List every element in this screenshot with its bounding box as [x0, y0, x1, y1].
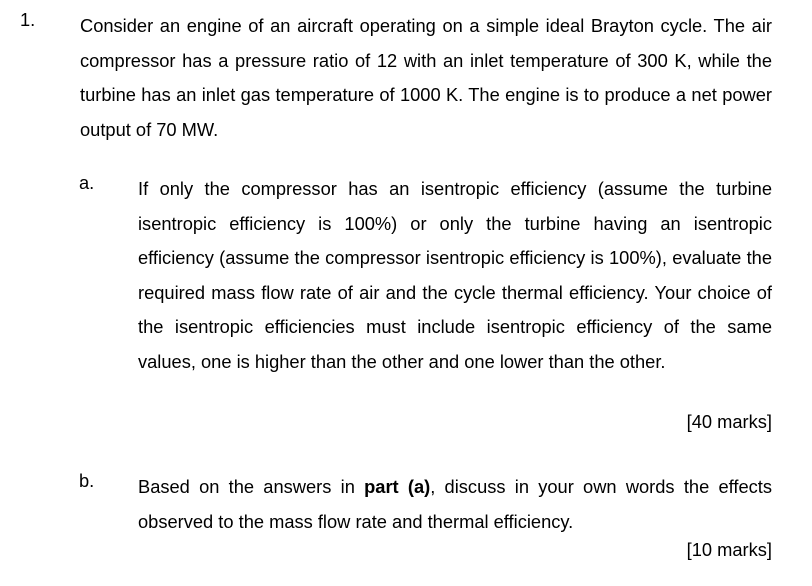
part-b-text-before: Based on the answers in	[138, 476, 365, 497]
question-number: 1.	[20, 9, 36, 30]
part-b-text-bold: part (a)	[364, 476, 431, 497]
part-a-text: If only the compressor has an isentropic efficiency (assume the turbine isentropic efficiency is 100%) or only the turbine having an isentropic efficiency (assume the compressor isentropic efficiency is 100%), evaluate the required mass flow rate of air and the cycle thermal efficiency. Your choice of the isentropic efficiencies must include isentropic efficiency of the same values, one is higher than the other and one lower than the other.	[138, 178, 772, 372]
part-a-marks: [40 marks]	[686, 411, 772, 432]
part-b-text	[138, 470, 772, 539]
part-b-label: b.	[79, 470, 95, 491]
part-b-text-after: , discuss in your own words the effects observed to the mass flow rate and thermal efficiency.	[138, 476, 772, 532]
part-a-label: a.	[79, 172, 95, 193]
question-text: Consider an engine of an aircraft operating on a simple ideal Brayton cycle. The air compressor has a pressure ratio of 12 with an inlet temperature of 300 K, while the turbine has an inlet gas temperature of 1000 K. The engine is to produce a net power output of 70 MW.	[80, 15, 772, 140]
part-b-marks: [10 marks]	[686, 539, 772, 560]
